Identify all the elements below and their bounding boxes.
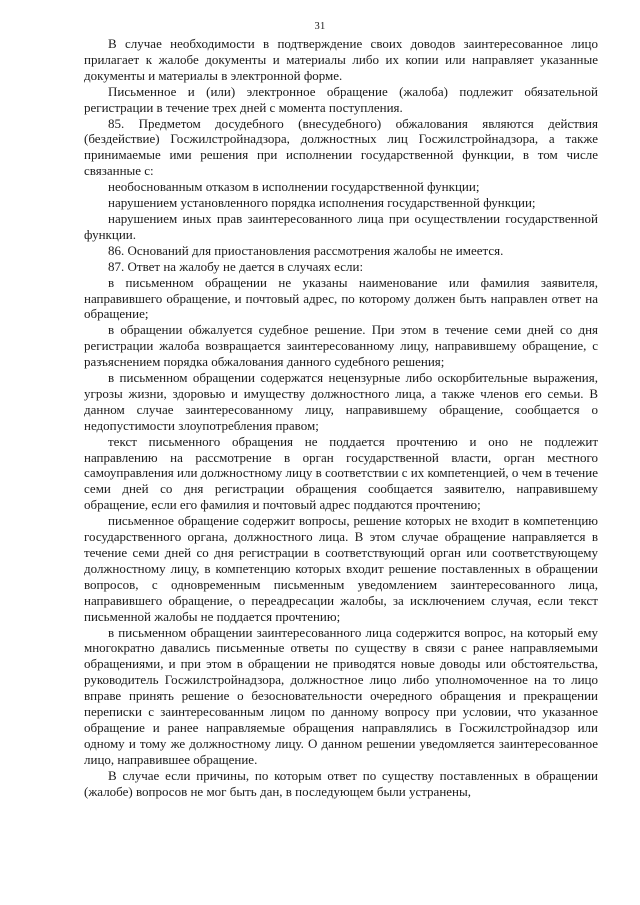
document-body: [84, 36, 598, 800]
paragraph-repeated: в письменном обращении заинтересованного лица содержится вопрос, на который ему многократно давались письменные ответы по существу в связи с ранее направляемыми обращениями, и при этом в обращении не приводятся новые доводы или обстоятельства, руководитель Госжилстройнадзора, должностное лицо либо уполномоченное на то лицо вправе принять решение о безосновательности очередного обращения и прекращении переписки с заинтересованным лицом по данному вопросу при условии, что указанное обращение и ранее направляемые обращения направлялись в Госжилстройнадзор или одному и тому же должностному лицу. О данном решении уведомляется заинтересованное лицо, направившее обращение.: [84, 624, 598, 767]
paragraph-87-no-answer: 87. Ответ на жалобу не дается в случаях если:: [108, 258, 364, 274]
paragraph-registration: Письменное и (или) электронное обращение (жалоба) подлежит обязательной регистрации в течение трех дней с момента поступления.: [84, 83, 598, 115]
paragraph-offensive: в письменном обращении содержатся нецензурные либо оскорбительные выражения, угрозы жизни, здоровью и имуществу должностного лица, а также членов его семьи. В данном случае заинтересованному лицу, направившему обращение, сообщается о недопустимости злоупотребления правом;: [84, 370, 598, 433]
paragraph-court-decision: в обращении обжалуется судебное решение. При этом в течение семи дней со дня регистрации жалоба возвращается заинтересованному лицу, направившему обращение, с разъяснением порядка обжалования данного судебного решения;: [84, 322, 598, 370]
paragraph-causes-removed: В случае если причины, по которым ответ по существу поставленных в обращении (жалобе) вопросов не мог быть дан, в последующем были устранены,: [84, 767, 598, 799]
paragraph-procedure-violation: нарушением установленного порядка исполнения государственной функции;: [108, 195, 536, 211]
paragraph-competence: письменное обращение содержит вопросы, решение которых не входит в компетенцию государственного органа, должностного лица. В этом случае обращение направляется в течение семи дней со дня регистрации в соответствующий орган или соответствующему должностному лицу, в компетенцию которых входит решение поставленных в обращении вопросов, с одновременным письменным уведомлением заинтересованного лица, направившего обращение, о переадресации жалобы, за исключением случая, если текст письменной жалобы не поддается прочтению;: [84, 513, 598, 624]
paragraph-85-subject: 85. Предметом досудебного (внесудебного) обжалования являются действия (бездействие) Госжилстройнадзора, должностных лиц Госжилстройнадзора, а также принимаемые ими решения при исполнении государственной функции, в том числе связанные с:: [84, 115, 598, 179]
paragraph-unreadable: текст письменного обращения не поддается прочтению и оно не подлежит направлению на рассмотрение в орган государственной власти, орган местного самоуправления или должностному лицу в соответствии с их компетенцией, о чем в течение семи дней со дня регистрации обращения сообщается заявителю, направившему обращение, если его фамилия и почтовый адрес поддаются прочтению;: [84, 433, 598, 513]
paragraph-attachments: В случае необходимости в подтверждение своих доводов заинтересованное лицо прилагает к жалобе документы и материалы либо их копии или направляет указанные документы и материалы в электронной форме.: [84, 36, 598, 83]
paragraph-rights-violation: нарушением иных прав заинтересованного лица при осуществлении государственной функции.: [84, 210, 598, 242]
paragraph-refusal: необоснованным отказом в исполнении государственной функции;: [108, 179, 480, 195]
page-number: 31: [314, 21, 326, 32]
paragraph-86-suspension: 86. Оснований для приостановления рассмотрения жалобы не имеется.: [108, 242, 504, 258]
paragraph-no-address: в письменном обращении не указаны наименование или фамилия заявителя, направившего обращение, и почтовый адрес, по которому должен быть направлен ответ на обращение;: [84, 274, 598, 322]
